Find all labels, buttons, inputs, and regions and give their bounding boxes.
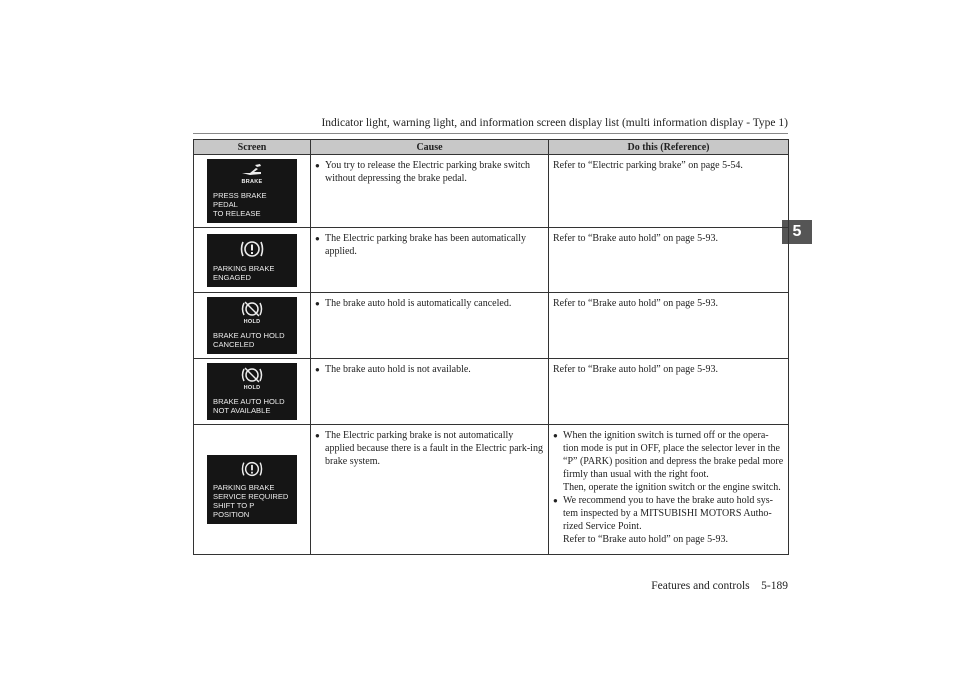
action-text: Refer to “Brake auto hold” on page 5-93. [563, 534, 728, 545]
bullet-icon: ● [315, 234, 320, 243]
display-screen-image [207, 455, 297, 524]
footer-section: Features and controls [651, 580, 750, 592]
display-badge-text: HOLD [243, 319, 261, 325]
display-message-line: CANCELED [213, 340, 255, 349]
page-footer [651, 580, 788, 592]
display-badge-text: HOLD [243, 385, 261, 391]
cause-text: The Electric parking brake is not automatically applied because there is a fault in the Electric park-ing brake system. [325, 430, 543, 467]
display-message-line: BRAKE AUTO HOLD [213, 397, 285, 406]
display-badge-text: BRAKE [241, 179, 263, 185]
page-header-title: Indicator light, warning light, and information screen display list (multi information display - Type 1) [321, 117, 788, 129]
brake-hold-off-icon [238, 367, 266, 383]
cause-cell [311, 359, 549, 425]
display-message-line: BRAKE AUTO HOLD [213, 331, 285, 340]
display-screen-image [207, 363, 297, 420]
action-cell: Refer to “Electric parking brake” on page 5-54. [549, 155, 789, 228]
bullet-icon: ● [315, 431, 320, 440]
indicator-list-table [193, 139, 789, 555]
table-row [194, 293, 789, 359]
display-message-line: PRESS BRAKE PEDAL [213, 191, 267, 209]
table-row [194, 228, 789, 293]
bullet-icon: ● [315, 365, 320, 374]
display-message-line: ENGAGED [213, 272, 251, 282]
action-text: Then, operate the ignition switch or the engine switch. [563, 482, 781, 493]
cause-cell [311, 155, 549, 228]
cause-cell [311, 293, 549, 359]
action-cell: Refer to “Brake auto hold” on page 5-93. [549, 293, 789, 359]
screen-cell [194, 228, 311, 293]
display-message-line: PARKING BRAKE [213, 263, 275, 273]
action-cell: Refer to “Brake auto hold” on page 5-93. [549, 359, 789, 425]
cause-text: The brake auto hold is not available. [325, 364, 471, 375]
brake-release-hand-icon [238, 163, 266, 177]
table-row [194, 425, 789, 555]
footer-page-number: 5-189 [761, 580, 788, 592]
brake-hold-off-icon [238, 301, 266, 317]
action-cell [549, 425, 789, 555]
column-header-cause: Cause [311, 140, 549, 155]
brake-warning-icon [238, 459, 266, 479]
display-screen-image [207, 159, 297, 223]
display-screen-image [207, 234, 297, 287]
cause-cell [311, 228, 549, 293]
column-header-screen: Screen [194, 140, 311, 155]
table-row [194, 155, 789, 228]
display-message-line: PARKING BRAKE [213, 483, 275, 492]
column-header-action: Do this (Reference) [549, 140, 789, 155]
table-header-row [194, 140, 789, 155]
screen-cell [194, 155, 311, 228]
display-message-line: SERVICE REQUIRED [213, 492, 289, 501]
display-message-line: TO RELEASE [213, 209, 261, 218]
action-cell: Refer to “Brake auto hold” on page 5-93. [549, 228, 789, 293]
cause-text: You try to release the Electric parking brake switch without depressing the brake pedal. [325, 160, 531, 184]
cause-text: The brake auto hold is automatically canceled. [325, 298, 512, 309]
action-text: We recommend you to have the brake auto hold sys-tem inspected by a MITSUBISHI MOTORS Autho-rized Service Point. [563, 495, 773, 532]
bullet-icon: ● [315, 161, 320, 170]
display-message-line: NOT AVAILABLE [213, 406, 271, 415]
table-row [194, 359, 789, 425]
screen-cell [194, 293, 311, 359]
cause-text: The Electric parking brake has been automatically applied. [325, 233, 527, 257]
header-divider [193, 133, 788, 134]
bullet-icon: ● [315, 299, 320, 308]
brake-warning-icon [238, 238, 266, 260]
display-message-line: SHIFT TO P POSITION [213, 501, 255, 519]
chapter-tab[interactable]: 5 [782, 220, 812, 244]
display-screen-image [207, 297, 297, 354]
bullet-icon: ● [553, 496, 558, 505]
screen-cell [194, 425, 311, 555]
action-text: When the ignition switch is turned off or the opera-tion mode is put in OFF, place the selector lever in the “P” (PARK) position and depress the brake pedal more firmly than usual with the right foot. [563, 430, 784, 480]
bullet-icon: ● [553, 431, 558, 440]
cause-cell [311, 425, 549, 555]
screen-cell [194, 359, 311, 425]
